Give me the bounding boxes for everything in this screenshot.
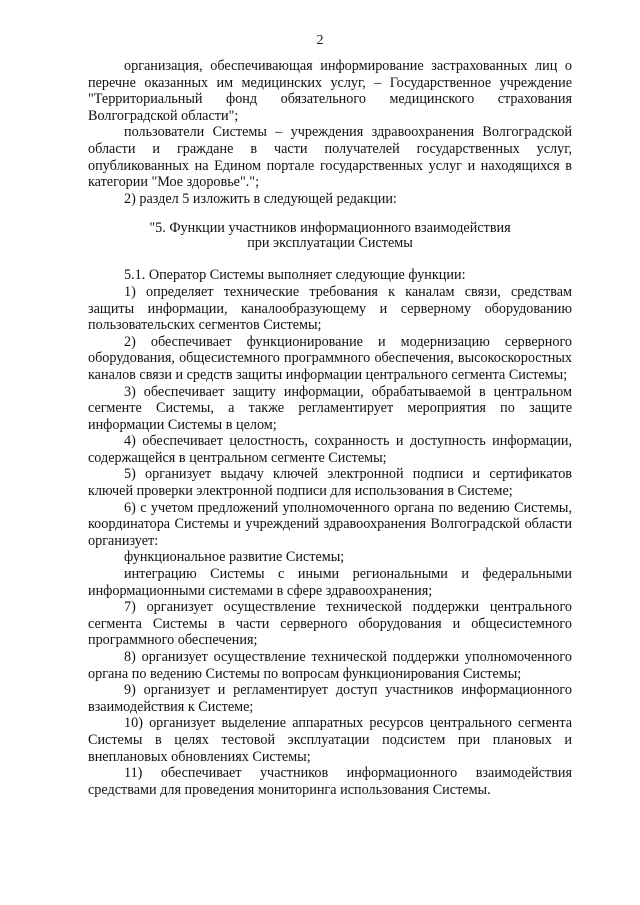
function-item: 6) с учетом предложений уполномоченного органа по ведению Системы, координатора Системы и учреждений здравоохранения Волгоградской области организует: xyxy=(88,499,572,549)
function-subitem: функциональное развитие Системы; xyxy=(124,549,345,566)
section-heading-line-2: при эксплуатации Системы xyxy=(247,235,413,252)
function-item: 5) организует выдачу ключей электронной подписи и сертификатов ключей проверки электронной подписи для использования в Системе; xyxy=(88,466,572,500)
function-subitem: интеграцию Системы с иными региональными и федеральными информационными системами в сфере здравоохранения; xyxy=(88,566,572,599)
function-item: 1) определяет технические требования к каналам связи, средствам защиты информации, каналообразующему и серверному оборудованию пользовательских сегментов Системы; xyxy=(88,283,572,334)
function-item: 8) организует осуществление технической поддержки уполномоченного органа по ведению Системы по вопросам функционирования Системы; xyxy=(88,649,572,682)
section-heading-line-1: "5. Функции участников информационного взаимодействия xyxy=(149,220,511,237)
function-item: 4) обеспечивает целостность, сохранность и доступность информации, содержащейся в центральном сегменте Системы; xyxy=(88,433,572,466)
section-heading xyxy=(88,221,572,251)
document-body xyxy=(88,58,572,798)
function-item: 3) обеспечивает защиту информации, обрабатываемой в центральном сегменте Системы, а также регламентирует мероприятия по защите информации Системы в целом; xyxy=(88,383,572,433)
paragraph: пользователи Системы – учреждения здравоохранения Волгоградской области и граждане в части получателей государственных услуг, опубликованных на Едином портале государственных услуг и находящихся в категории "Мое здоровье"."; xyxy=(88,124,572,191)
page-number: 2 xyxy=(316,33,324,48)
function-item: 11) обеспечивает участников информационного взаимодействия средствами для проведения мониторинга использования Системы. xyxy=(88,765,572,798)
paragraph: организация, обеспечивающая информирование застрахованных лиц о перечне оказанных им медицинских услуг, – Государственное учреждение "Территориальный фонд обязательного медицинского страхования Волгоградской области"; xyxy=(88,58,572,124)
function-item: 7) организует осуществление технической поддержки центрального сегмента Системы в части серверного оборудования и общесистемного программного обеспечения; xyxy=(88,599,572,649)
function-item: 9) организует и регламентирует доступ участников информационного взаимодействия к Системе; xyxy=(88,682,572,715)
function-item: 2) обеспечивает функционирование и модернизацию серверного оборудования, общесистемного программного обеспечения, высокоскоростных каналов связи и средств защиты информации центрального сегмента Системы; xyxy=(88,333,572,383)
section-lead: 5.1. Оператор Системы выполняет следующие функции: xyxy=(124,267,466,284)
paragraph: 2) раздел 5 изложить в следующей редакции: xyxy=(124,190,397,207)
function-item: 10) организует выделение аппаратных ресурсов центрального сегмента Системы в целях тестовой эксплуатации подсистем при плановых и внеплановых обновлениях Системы; xyxy=(88,715,572,765)
